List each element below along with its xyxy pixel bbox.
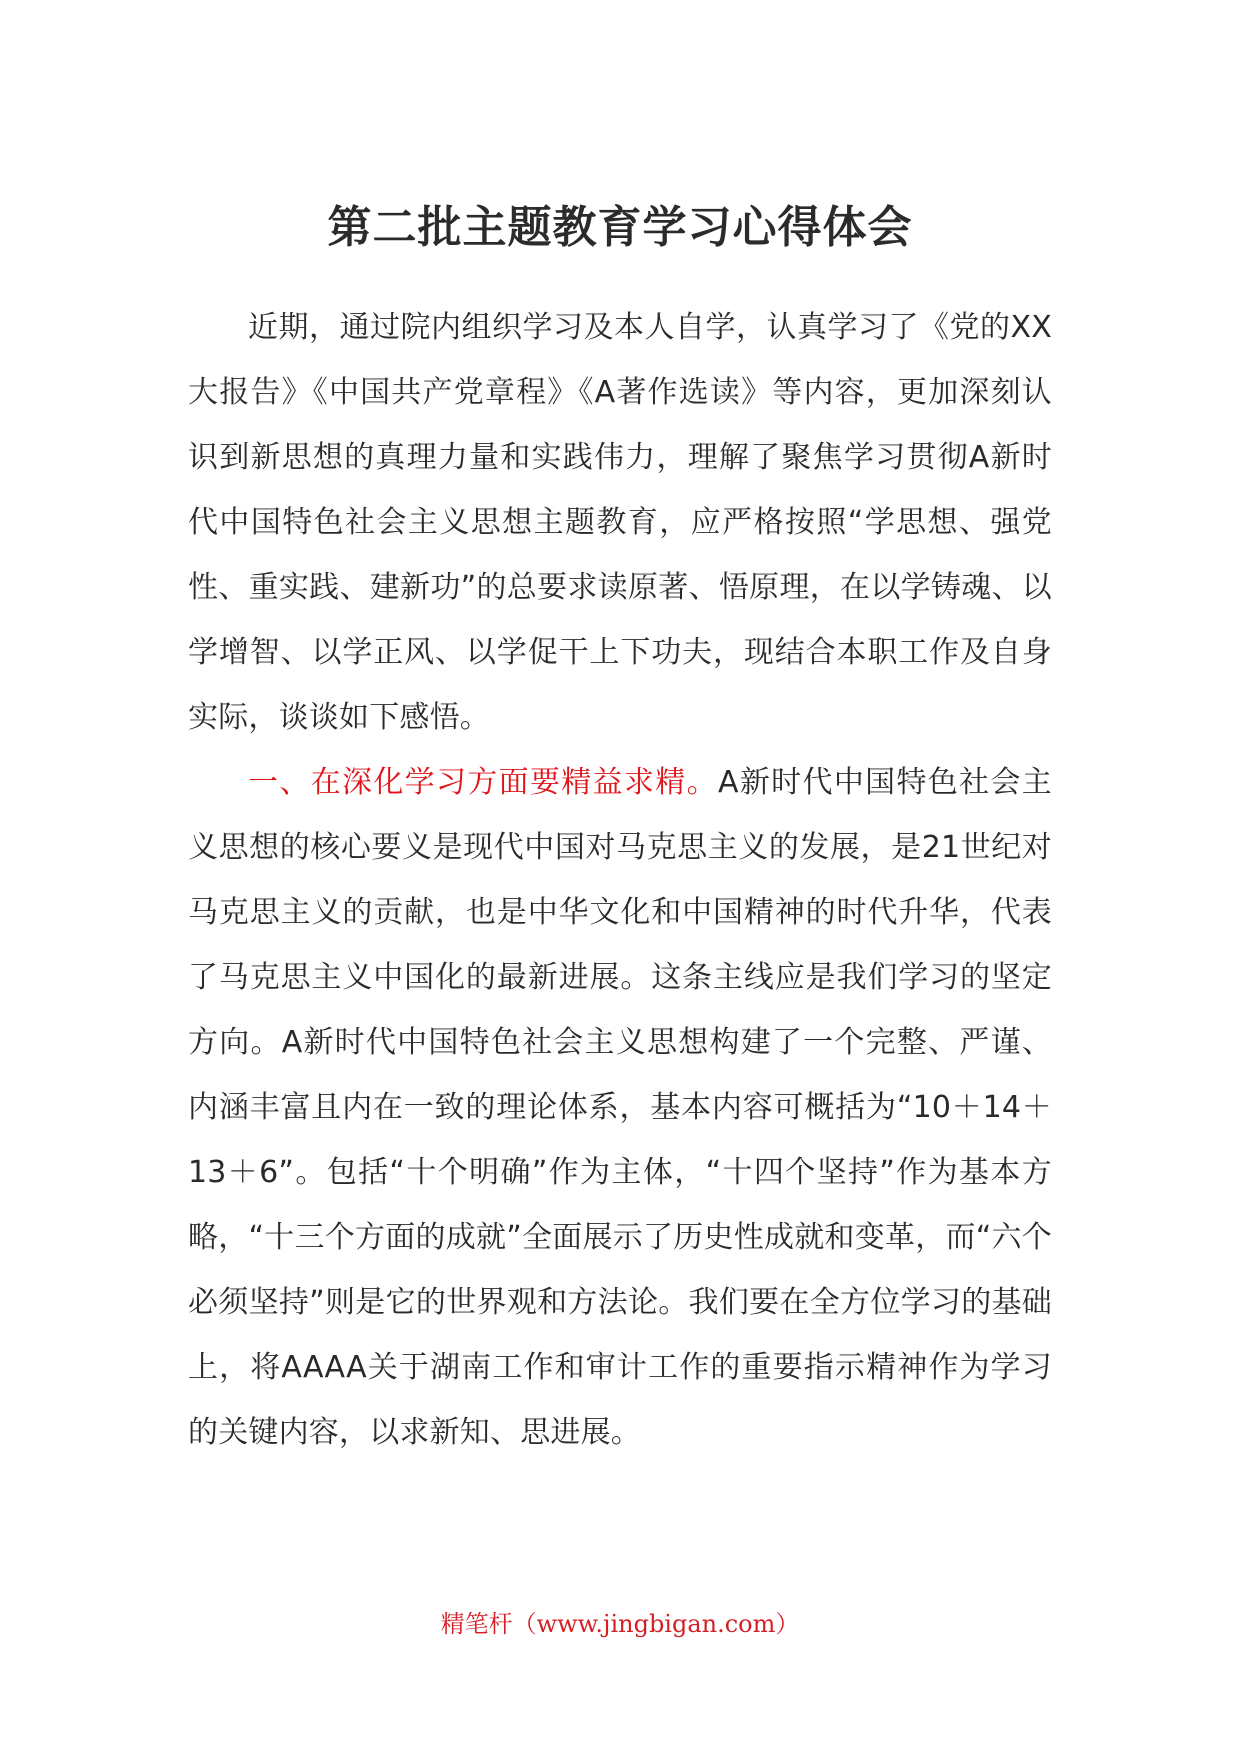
section-one-heading: 一、在深化学习方面要精益求精。 — [248, 765, 718, 800]
footer-watermark: 精笔杆（www.jingbigan.com） — [440, 1610, 800, 1638]
paragraph-intro — [188, 295, 1052, 750]
document-title: 第二批主题教育学习心得体会 — [327, 202, 913, 253]
document-body — [188, 295, 1052, 1465]
paragraph-intro-text: 近期，通过院内组织学习及本人自学，认真学习了《党的XX大报告》《中国共产党章程》《A著作选读》等内容，更加深刻认识到新思想的真理力量和实践伟力，理解了聚焦学习贯彻A新时代中国特色社会主义思想主题教育，应严格按照“学思想、强党性、重实践、建新功”的总要求读原著、悟原理，在以学铸魂、以学增智、以学正风、以学促干上下功夫，现结合本职工作及自身实际，谈谈如下感悟。 — [188, 310, 1052, 735]
paragraph-section-one-text: A新时代中国特色社会主义思想的核心要义是现代中国对马克思主义的发展，是21世纪对马克思主义的贡献，也是中华文化和中国精神的时代升华，代表了马克思主义中国化的最新进展。这条主线应是我们学习的坚定方向。A新时代中国特色社会主义思想构建了一个完整、严谨、内涵丰富且内在一致的理论体系，基本内容可概括为“10＋14＋13＋6”。包括“十个明确”作为主体，“十四个坚持”作为基本方略，“十三个方面的成就”全面展示了历史性成就和变革，而“六个必须坚持”则是它的世界观和方法论。我们要在全方位学习的基础上，将AAAA关于湖南工作和审计工作的重要指示精神作为学习的关键内容，以求新知、思进展。 — [188, 765, 1052, 1450]
paragraph-section-one — [188, 750, 1052, 1465]
